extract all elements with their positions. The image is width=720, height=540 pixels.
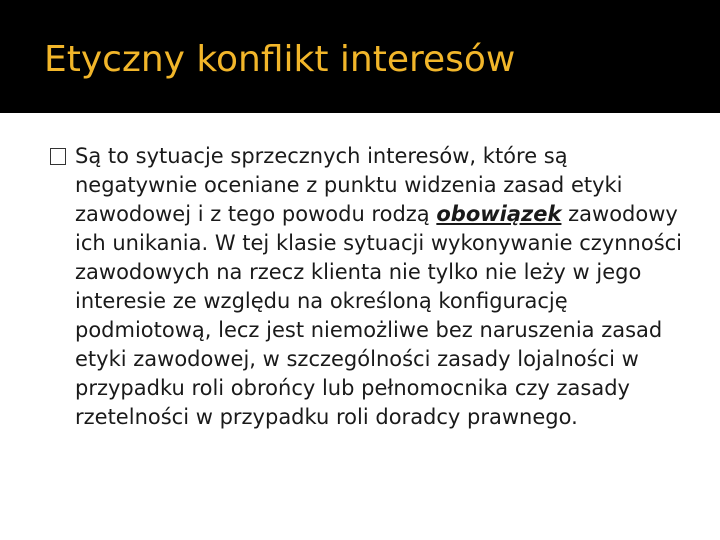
paragraph-text-part1: Są to sytuacje sprzecznych interesów, które są negatywnie oceniane z punktu widzenia zasad etyki zawodowej i z tego powodu rodzą (75, 144, 623, 226)
paragraph-text-part2: zawodowy ich unikania. W tej klasie sytuacji wykonywanie czynności zawodowych na rzecz klienta nie tylko nie leży w jego interesie ze względu na określoną konfigurację podmiotową, lecz jest niemożliwe bez naruszenia zasad etyki zawodowej, w szczególności zasady lojalności w przypadku roli obrońcy lub pełnomocnika czy zasady rzetelności w przypadku roli doradcy prawnego. (75, 202, 683, 429)
square-bullet-icon (50, 148, 66, 165)
paragraph-emphasis: obowiązek (436, 202, 562, 226)
slide-title: Etyczny konflikt interesów (44, 39, 516, 80)
title-band (0, 0, 720, 113)
slide-body (50, 142, 690, 432)
bullet-paragraph (50, 142, 690, 432)
